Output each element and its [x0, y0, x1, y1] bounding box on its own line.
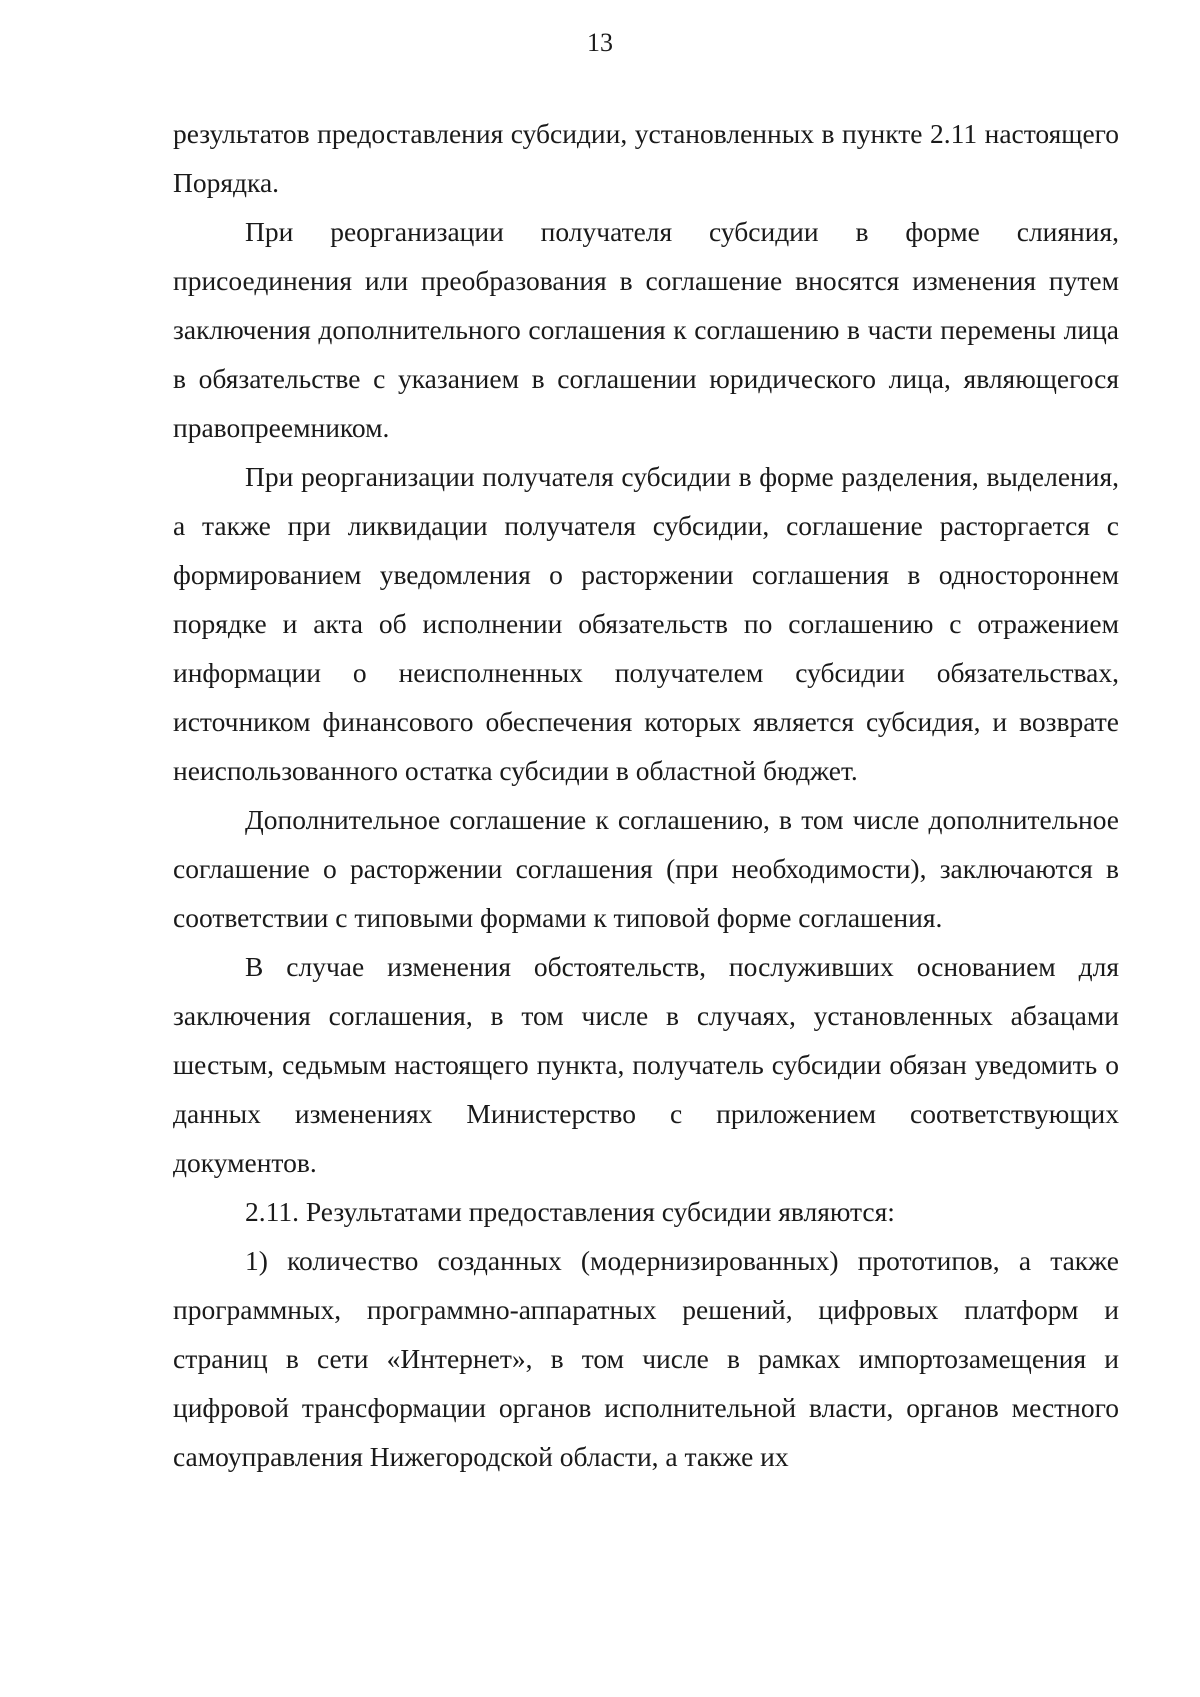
paragraph-results-heading: 2.11. Результатами предоставления субсидии являются: [245, 1196, 895, 1227]
paragraph-reorganization-merger: При реорганизации получателя субсидии в форме слияния, присоединения или преобразования в соглашение вносятся изменения путем заключения дополнительного соглашения к соглашению в части перемены лица в обязательстве с указанием в соглашении юридического лица, являющегося правопреемником. [173, 216, 1119, 443]
paragraph-change-of-circumstances: В случае изменения обстоятельств, послуживших основанием для заключения соглашения, в том числе в случаях, установленных абзацами шестым, седьмым настоящего пункта, получатель субсидии обязан уведомить о данных изменениях Министерство с приложением соответствующих документов. [173, 951, 1119, 1178]
page-number: 13 [587, 28, 613, 57]
paragraph-additional-agreement: Дополнительное соглашение к соглашению, в том числе дополнительное соглашение о расторжении соглашения (при необходимости), заключаются в соответствии с типовыми формами к типовой форме соглашения. [173, 804, 1119, 933]
paragraph-reorganization-division: При реорганизации получателя субсидии в форме разделения, выделения, а также при ликвидации получателя субсидии, соглашение расторгается с формированием уведомления о расторжении соглашения в одностороннем порядке и акта об исполнении обязательств по соглашению с отражением информации о неисполненных получателем субсидии обязательствах, источником финансового обеспечения которых является субсидия, и возврате неиспользованного остатка субсидии в областной бюджет. [173, 461, 1119, 786]
paragraph-result-item-1: 1) количество созданных (модернизированных) прототипов, а также программных, программно-аппаратных решений, цифровых платформ и страниц в сети «Интернет», в том числе в рамках импортозамещения и цифровой трансформации органов исполнительной власти, органов местного самоуправления Нижегородской области, а также их [173, 1245, 1119, 1472]
paragraph-continuation: результатов предоставления субсидии, установленных в пункте 2.11 настоящего Порядка. [173, 118, 1119, 198]
document-body [173, 109, 1119, 1481]
